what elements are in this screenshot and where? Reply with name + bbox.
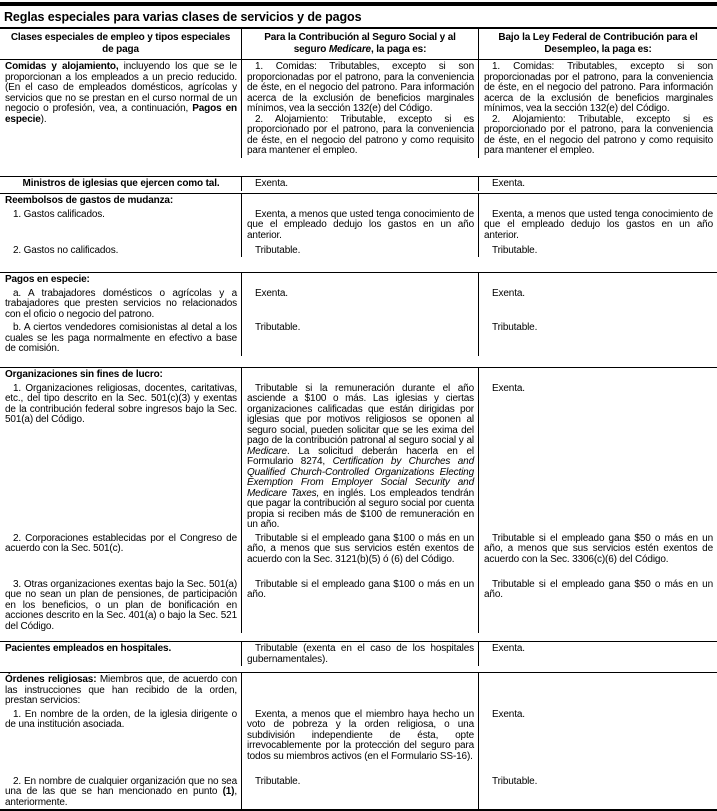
header-cell-futa xyxy=(478,29,717,59)
paragraph xyxy=(247,323,474,334)
text-segment: Tributable. xyxy=(492,244,538,256)
cell-social-security-medicare xyxy=(241,60,478,158)
text-segment: Ministros de iglesias que ejercen como tal. xyxy=(22,178,220,189)
text-segment: Para la Contribución al Seguro Social y al seguro xyxy=(264,32,456,55)
text-segment: Bajo la Ley Federal de Contribución para el Desempleo, la paga es: xyxy=(498,32,698,55)
text-segment: b. A ciertos vendedores comisionistas al detal a los cuales se les paga normalmente en efectivo a base de comisión. xyxy=(5,322,237,354)
paragraph xyxy=(5,580,237,633)
cell-employment-class xyxy=(0,775,241,810)
paragraph xyxy=(484,384,713,395)
cell-social-security-medicare xyxy=(241,177,478,191)
cell-social-security-medicare xyxy=(241,194,478,208)
cell-employment-class xyxy=(0,273,241,287)
paragraph xyxy=(5,289,237,321)
text-segment: Certification by Churches and Qualified Church-Controlled Organizations Electing Exemption From Employer Social Security and Medicare Taxes, xyxy=(247,456,474,499)
text-segment: 1. Organizaciones religiosas, docentes, caritativas, etc., del tipo descrito en la Sec. 501(c)(3) y exentas de la contribución federal sobre ingresos bajo la Sec. 501(a) del Código. xyxy=(5,382,237,425)
cell-social-security-medicare xyxy=(241,287,478,322)
text-segment: 2. Corporaciones establecidas por el Congreso de acuerdo con la Sec. 501(c). xyxy=(5,532,237,554)
text-segment: Tributable. xyxy=(255,322,301,333)
table-subrow xyxy=(0,287,717,322)
table-header-row xyxy=(0,29,717,60)
cell-futa xyxy=(478,532,717,578)
cell-futa xyxy=(478,177,717,191)
cell-social-security-medicare xyxy=(241,708,478,775)
paragraph xyxy=(484,115,713,157)
text-segment: Organizaciones sin fines de lucro: xyxy=(5,369,163,380)
text-segment: Exenta. xyxy=(492,382,525,394)
cell-employment-class xyxy=(0,321,241,356)
header-cell-employment-class xyxy=(0,29,241,59)
text-segment: 2. Alojamiento: Tributable, excepto si es proporcionado por el patrono, para la conveniencia de éste, en el negocio del patrono y como requisito para mantener el empleo. xyxy=(247,113,474,156)
paragraph xyxy=(5,210,237,221)
text-segment: Pagos en especie xyxy=(5,103,237,125)
cell-employment-class xyxy=(0,578,241,634)
cell-social-security-medicare xyxy=(241,775,478,810)
text-segment: 1. Comidas: Tributables, excepto si son proporcionadas por el patrono, para la conveniencia de éste, en el negocio del patrono. Para información acerca de la exclusión de beneficios marginales mínimos, vea la sección 132(e) del Código. xyxy=(484,61,713,114)
cell-futa xyxy=(478,368,717,382)
text-segment: Reembolsos de gastos de mudanza: xyxy=(5,195,174,206)
cell-employment-class xyxy=(0,673,241,708)
cell-futa xyxy=(478,287,717,322)
cell-futa xyxy=(478,708,717,775)
table-subrow xyxy=(0,578,717,634)
cell-futa xyxy=(478,642,717,666)
row-group-organizaciones-sin-fines-de-lucro xyxy=(0,367,717,641)
text-segment: Exenta. xyxy=(255,287,288,299)
paragraph xyxy=(6,32,235,55)
header-cell-social-security-medicare xyxy=(241,29,478,59)
paragraph xyxy=(484,62,713,115)
paragraph xyxy=(484,580,713,601)
table-subrow xyxy=(0,208,717,244)
text-segment: en inglés. Los empleados tendrán que pagar la contribución al seguro social por cuenta propia si reciben más de $100 de remuneración en un año. xyxy=(247,487,474,530)
paragraph xyxy=(248,32,472,55)
paragraph xyxy=(485,32,711,55)
table-subrow xyxy=(0,177,717,191)
cell-futa xyxy=(478,60,717,158)
table-subrow xyxy=(0,244,717,258)
special-rules-table xyxy=(0,29,717,811)
cell-employment-class xyxy=(0,287,241,322)
cell-social-security-medicare xyxy=(241,321,478,356)
row-group-ministros-de-iglesias xyxy=(0,176,717,193)
cell-futa xyxy=(478,775,717,810)
text-segment: Exenta, a menos que el miembro haya hecho un voto de pobreza y la orden religiosa, o una subdivisión independiente de ésta, opte irrevocablemente por la protección del seguro para todos su miembros activos (en el Formulario SS-16). xyxy=(247,708,474,762)
text-segment: , la paga es: xyxy=(370,43,427,55)
row-group-pacientes-empleados-en-hospitales xyxy=(0,641,717,672)
paragraph xyxy=(247,710,474,763)
text-segment: Exenta. xyxy=(492,287,525,299)
table-subrow xyxy=(0,775,717,810)
text-segment: Tributable si el empleado gana $50 o más en un año, a menos que sus servicios estén exentos de acuerdo con la Sec. 3306(c)(6) del Código. xyxy=(484,532,713,565)
table-subrow xyxy=(0,368,717,382)
paragraph xyxy=(5,384,237,426)
cell-employment-class xyxy=(0,642,241,666)
cell-social-security-medicare xyxy=(241,368,478,382)
text-segment: Tributable (exenta en el caso de los hospitales gubernamentales). xyxy=(247,643,474,665)
table-subrow xyxy=(0,673,717,708)
text-segment: 1. Gastos calificados. xyxy=(13,208,105,220)
paragraph xyxy=(247,644,474,665)
row-group-comidas-y-alojamiento xyxy=(0,60,717,176)
text-segment: Exenta. xyxy=(492,708,525,720)
paragraph xyxy=(5,246,237,257)
text-segment: 1. Comidas: Tributables, excepto si son proporcionadas por el patrono, para la conveniencia de éste, en el negocio del patrono. Para información acerca de la exclusión de beneficios marginales mínimos, vea la sección 132(e) del Código. xyxy=(247,61,474,114)
text-segment: 2. Alojamiento: Tributable, excepto si es proporcionado por el patrono, para la conveniencia de éste, en el negocio del patrono y como requisito para mantener el empleo. xyxy=(484,113,713,156)
cell-social-security-medicare xyxy=(241,273,478,287)
cell-employment-class xyxy=(0,708,241,775)
paragraph xyxy=(484,289,713,300)
text-segment: Tributable. xyxy=(492,775,538,787)
paragraph xyxy=(5,534,237,555)
text-segment: (1) xyxy=(222,786,235,797)
text-segment: Tributable si el empleado gana $50 o más en un año. xyxy=(484,578,713,600)
cell-futa xyxy=(478,578,717,634)
paragraph xyxy=(484,210,713,242)
text-segment: , anteriormente. xyxy=(5,786,237,808)
paragraph xyxy=(5,644,237,655)
text-segment: Comidas y alojamiento, xyxy=(5,61,119,72)
text-segment: Exenta, a menos que usted tenga conocimiento de que el empleado dedujo los gastos en un año anterior. xyxy=(484,208,713,241)
paragraph xyxy=(5,675,237,707)
paragraph xyxy=(247,777,474,788)
cell-social-security-medicare xyxy=(241,578,478,634)
cell-social-security-medicare xyxy=(241,642,478,666)
row-group-pagos-en-especie xyxy=(0,272,717,367)
paragraph xyxy=(247,384,474,531)
table-subrow xyxy=(0,642,717,666)
text-segment: Tributable. xyxy=(255,775,301,787)
cell-employment-class xyxy=(0,177,241,191)
paragraph xyxy=(484,710,713,721)
text-segment: Pagos en especie: xyxy=(5,274,90,285)
text-segment: a. A trabajadores domésticos o agrícolas y a trabajadores que presten servicios no relacionados con el oficio o negocio del patrono. xyxy=(5,287,237,320)
cell-futa xyxy=(478,321,717,356)
cell-social-security-medicare xyxy=(241,208,478,244)
cell-employment-class xyxy=(0,368,241,382)
text-segment: Miembros que, de acuerdo con las instrucciones que han recibido de la orden, prestan servicios: xyxy=(5,674,237,706)
table-subrow xyxy=(0,532,717,578)
cell-employment-class xyxy=(0,208,241,244)
cell-futa xyxy=(478,194,717,208)
table-subrow xyxy=(0,708,717,775)
text-segment: Pacientes empleados en hospitales. xyxy=(5,643,172,654)
text-segment: Tributable si el empleado gana $100 o más en un año. xyxy=(247,578,474,600)
cell-futa xyxy=(478,673,717,708)
text-segment: Tributable si el empleado gana $100 o más en un año, a menos que sus servicios estén exentos de acuerdo con la Sec. 3121(b)(5) ó (6) del Código. xyxy=(247,532,474,565)
text-segment: Exenta, a menos que usted tenga conocimiento de que el empleado dedujo los gastos en un año anterior. xyxy=(247,208,474,241)
text-segment: . La solicitud deberán hacerla en el Formulario 8274, xyxy=(247,445,474,467)
row-group-reembolsos-gastos-mudanza xyxy=(0,193,717,272)
text-segment: ). xyxy=(40,113,47,125)
paragraph xyxy=(484,777,713,788)
paragraph xyxy=(247,179,474,190)
paragraph xyxy=(5,275,237,286)
cell-employment-class xyxy=(0,60,241,158)
cell-employment-class xyxy=(0,382,241,532)
text-segment: Tributable si la remuneración durante el año asciende a $100 o más. Las iglesias y ciertas organizaciones calificadas que están dirigidas por iglesias que por motivos religiosos se oponen al seguro social, pueden solicitar que se les exima del pago de la contribución patronal al seguro social y al xyxy=(247,382,474,446)
table-subrow xyxy=(0,194,717,208)
paragraph xyxy=(484,534,713,566)
cell-employment-class xyxy=(0,244,241,258)
text-segment: incluyendo los que se le proporcionan a los empleados a un precio reducido. (En el caso de empleados domésticos, agrícolas y servicios que no se prestan en el curso normal de un negocio o profesión, vea, a continuación, xyxy=(5,61,237,114)
paragraph xyxy=(5,62,237,125)
paragraph xyxy=(484,179,713,190)
cell-futa xyxy=(478,208,717,244)
cell-futa xyxy=(478,273,717,287)
cell-futa xyxy=(478,244,717,258)
paragraph xyxy=(5,179,237,190)
paragraph xyxy=(484,323,713,334)
text-segment: Exenta. xyxy=(255,178,288,189)
page-title: Reglas especiales para varias clases de servicios y de pagos xyxy=(4,10,362,24)
paragraph xyxy=(247,580,474,601)
text-segment: 2. Gastos no calificados. xyxy=(13,244,119,256)
text-segment: 3. Otras organizaciones exentas bajo la Sec. 501(a) que no sean un plan de pensiones, de participación en los beneficios, o un plan de bonificación en acciones descrito en la Sec. 401(a) o bajo la Sec. 521 del Código. xyxy=(5,578,237,632)
text-segment: Medicare xyxy=(247,445,287,457)
paragraph xyxy=(5,323,237,355)
paragraph xyxy=(5,777,237,809)
cell-employment-class xyxy=(0,532,241,578)
paragraph xyxy=(5,370,237,381)
text-segment: Tributable. xyxy=(255,244,301,256)
cell-social-security-medicare xyxy=(241,244,478,258)
text-segment: Tributable. xyxy=(492,322,538,333)
paragraph xyxy=(484,644,713,655)
cell-social-security-medicare xyxy=(241,382,478,532)
paragraph xyxy=(5,196,237,207)
text-segment: 1. En nombre de la orden, de la iglesia dirigente o de una institución asociada. xyxy=(5,708,237,730)
paragraph xyxy=(247,246,474,257)
paragraph xyxy=(247,534,474,566)
table-subrow xyxy=(0,382,717,532)
paragraph xyxy=(484,246,713,257)
text-segment: 2. En nombre de cualquier organización que no sea una de las que se han mencionado en punto xyxy=(5,775,237,797)
paragraph xyxy=(5,710,237,731)
paragraph xyxy=(247,289,474,300)
text-segment: Medicare xyxy=(328,43,371,55)
cell-employment-class xyxy=(0,194,241,208)
text-segment: Exenta. xyxy=(492,178,525,189)
table-body xyxy=(0,60,717,809)
row-group-ordenes-religiosas xyxy=(0,672,717,809)
table-subrow xyxy=(0,273,717,287)
paragraph xyxy=(247,62,474,115)
cell-social-security-medicare xyxy=(241,532,478,578)
cell-futa xyxy=(478,382,717,532)
text-segment: Clases especiales de empleo y tipos especiales de paga xyxy=(10,32,231,55)
paragraph xyxy=(247,115,474,157)
cell-social-security-medicare xyxy=(241,673,478,708)
table-subrow xyxy=(0,60,717,158)
text-segment: Órdenes religiosas: xyxy=(5,674,97,685)
table-subrow xyxy=(0,321,717,356)
paragraph xyxy=(247,210,474,242)
text-segment: Exenta. xyxy=(492,643,525,654)
